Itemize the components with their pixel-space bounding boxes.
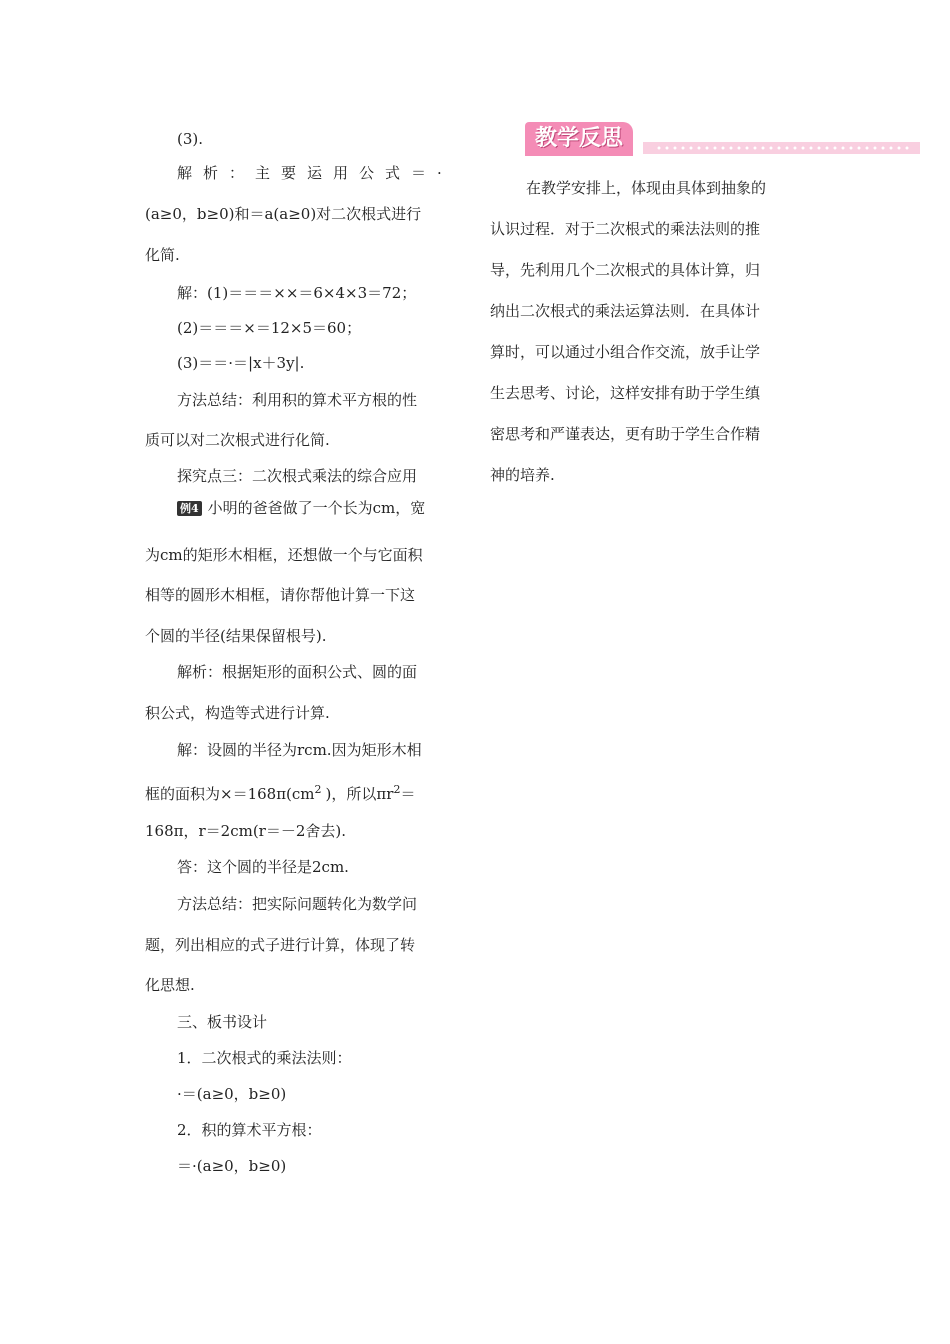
banner-title: 教学反思 — [525, 122, 633, 156]
solution-1: 解：(1)＝＝＝××＝6×4×3＝72； — [177, 284, 417, 302]
area-equation — [145, 780, 415, 804]
banner-dots — [655, 145, 913, 151]
reflection-line-5: 算时，可以通过小组合作交流，放手让学 — [490, 343, 761, 361]
method-summary-2-cont: 题，列出相应的式子进行计算，体现了转 — [145, 936, 416, 954]
method-summary-2-end: 化思想. — [145, 976, 195, 994]
area-text-c: ＝ — [400, 785, 416, 803]
example-4-line — [177, 498, 425, 518]
board-design-heading: 三、板书设计 — [177, 1013, 268, 1031]
reflection-line-6: 生去思考、讨论，这样安排有助于学生缜 — [490, 384, 761, 402]
board-formula-1: ·＝(a≥0，b≥0) — [177, 1085, 287, 1103]
reflection-line-7: 密思考和严谨表达，更有助于学生合作精 — [490, 425, 761, 443]
formula-conditions: (a≥0，b≥0)和＝a(a≥0)对二次根式进行 — [145, 205, 422, 223]
solution-3: (3)＝＝·＝|x＋3y|. — [177, 354, 305, 372]
line-3-end: (3). — [177, 130, 204, 148]
reflection-line-8: 神的培养. — [490, 466, 555, 484]
solution-example-4: 解：设圆的半径为rcm.因为矩形木相 — [177, 741, 422, 759]
superscript-2: 2 — [314, 783, 322, 796]
superscript-2: 2 — [393, 783, 401, 796]
example-4-line-2: 为cm的矩形木相框，还想做一个与它面积 — [145, 546, 423, 564]
analysis-formula: 解析：主要运用公式＝· — [177, 164, 453, 182]
solution-2: (2)＝＝＝×＝12×5＝60； — [177, 319, 362, 337]
area-text-a: 框的面积为×＝168π(cm — [145, 785, 315, 803]
example-4-text: 小明的爸爸做了一个长为cm，宽 — [207, 499, 426, 517]
answer: 答：这个圆的半径是2cm. — [177, 858, 349, 876]
method-summary-1: 方法总结：利用积的算术平方根的性 — [177, 391, 418, 409]
reflection-line-2: 认识过程．对于二次根式的乘法法则的推 — [490, 220, 761, 238]
example-4-line-4: 个圆的半径(结果保留根号). — [145, 627, 327, 645]
example-badge: 例4 — [177, 501, 202, 516]
reflection-line-1: 在教学安排上，体现由具体到抽象的 — [526, 179, 767, 197]
example-4-line-3: 相等的圆形木相框，请你帮他计算一下这 — [145, 586, 416, 604]
board-item-1: 1．二次根式的乘法法则： — [177, 1049, 352, 1067]
board-item-2: 2．积的算术平方根： — [177, 1121, 322, 1139]
reflection-line-4: 纳出二次根式的乘法运算法则．在具体计 — [490, 302, 761, 320]
analysis-2-cont: 积公式，构造等式进行计算. — [145, 704, 330, 722]
method-summary-1-cont: 质可以对二次根式进行化简. — [145, 431, 330, 449]
board-formula-2: ＝·(a≥0，b≥0) — [177, 1157, 287, 1175]
method-summary-2: 方法总结：把实际问题转化为数学问 — [177, 895, 418, 913]
teaching-reflection-banner — [525, 122, 920, 158]
area-text-b: )，所以πr — [325, 785, 394, 803]
reflection-line-3: 导，先利用几个二次根式的具体计算，归 — [490, 261, 761, 279]
analysis-2: 解析：根据矩形的面积公式、圆的面 — [177, 663, 418, 681]
simplify-text: 化简. — [145, 246, 180, 264]
exploration-point-3: 探究点三：二次根式乘法的综合应用 — [177, 467, 418, 485]
radius-result: 168π，r＝2cm(r＝－2舍去). — [145, 822, 347, 840]
